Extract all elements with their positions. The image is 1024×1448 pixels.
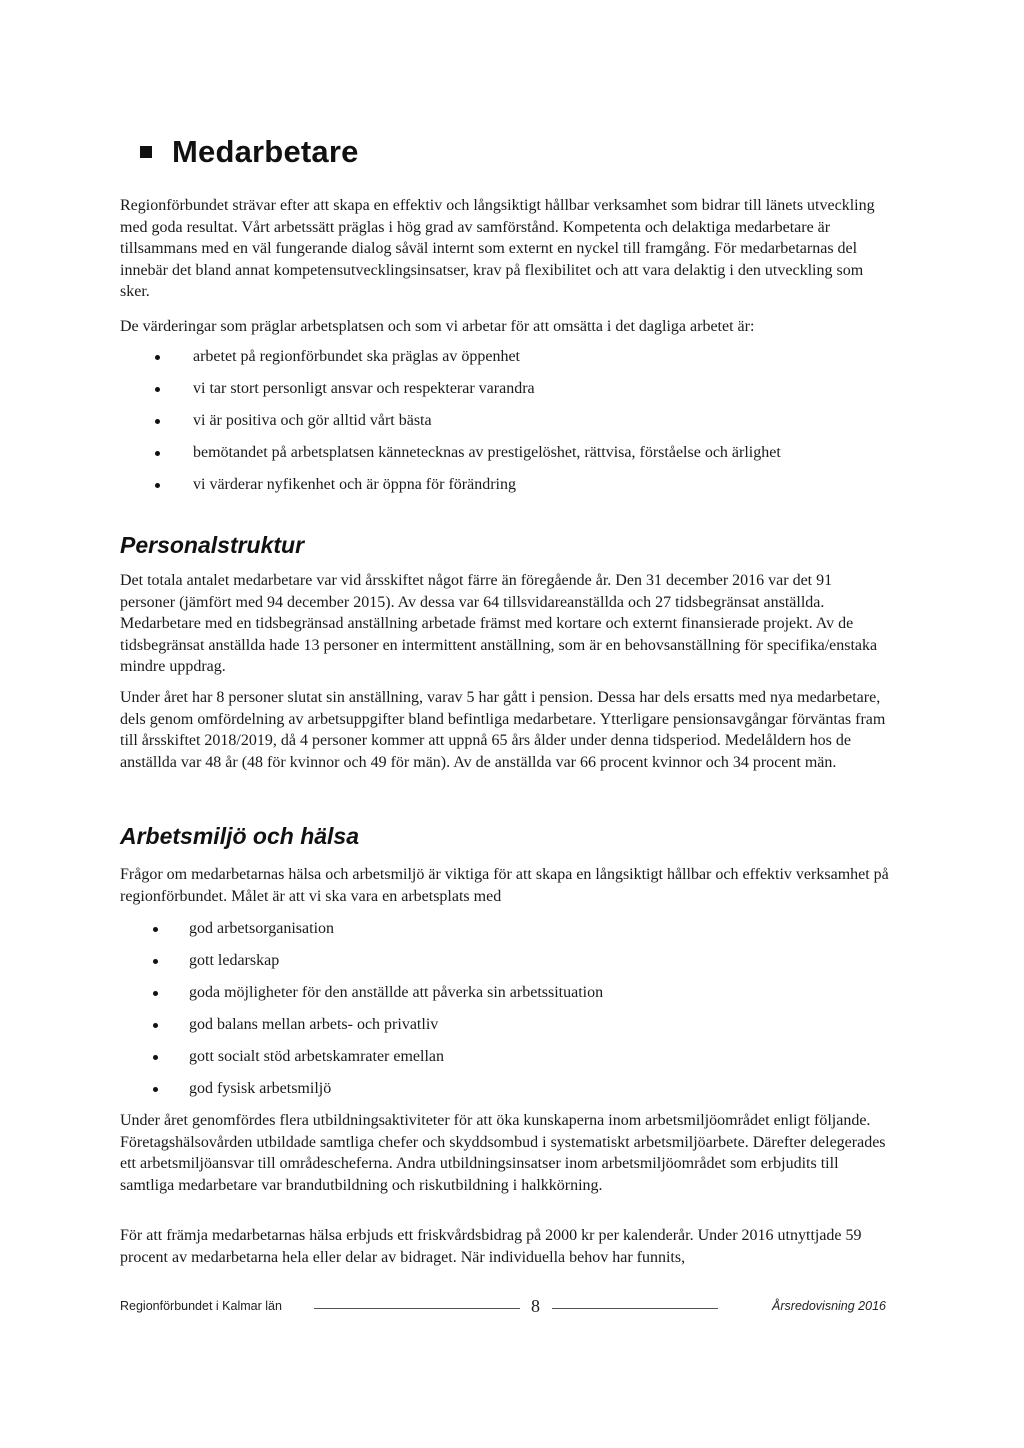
footer-divider-right — [552, 1308, 718, 1309]
document-page: Medarbetare Regionförbundet strävar efter att skapa en effektiv och långsiktigt hållbar verksamhet som bidrar till länets utveckling med goda resultat. Vårt arbetssätt präglas i hög grad av samförstånd. Kompetenta och delaktiga medarbetare är tillsammans med en väl fungerande dialog såväl internt som externt en nyckel till framgång. För medarbetarnas del innebär det bland annat kompetensutvecklingsinsatser, krav på flexibilitet och att vara delaktig i den utveckling som sker. De värderingar som präglar arbetsplatsen och som vi arbetar för att omsätta i det dagliga arbetet är: arbetet på regionförbundet ska präglas av öppenhet vi tar stort personligt ansvar och respekterar varandra vi är positiva och gör alltid vårt bästa bemötandet på arbetsplatsen kännetecknas av prestigelöshet, rättvisa, förståelse och ärlighet vi värderar nyfikenhet och är öppna för förändring Personalstruktur Det totala antalet medarbetare var vid årsskiftet något färre än föregående år. Den 31 december 2016 var det 91 personer (jämfört med 94 december 2015). Av dessa var 64 tillsvidareanställda och 27 tidsbegränsat anställda. Medarbetare med en tidsbegränsad anställning arbetade främst med kortare och externt finansierade projekt. Av de tidsbegränsat anställda hade 13 personer en intermittent anställning, som är en behovsanställning för specifika/enstaka mindre uppdrag. Under året har 8 personer slutat sin anställning, varav 5 har gått i pension. Dessa har dels ersatts med nya medarbetare, dels genom omfördelning av arbetsuppgifter bland befintliga medarbetare. Ytterligare pensionsavgångar förväntas fram till årsskiftet 2018/2019, då 4 personer kommer att uppnå 65 års ålder under denna tidsperiod. Medelåldern hos de anställda var 48 år (48 för kvinnor och 49 för män). Av de anställda var 66 procent kvinnor och 34 procent män. Arbetsmiljö och hälsa Frågor om medarbetarnas hälsa och arbetsmiljö är viktiga för att skapa en långsiktigt hållbar och effektiv verksamhet på regionförbundet. Målet är att vi ska vara en arbetsplats med god arbetsorganisation gott ledarskap goda möjligheter för den anställde att påverka sin arbetssituation god balans mellan arbets- och privatliv gott socialt stöd arbetskamrater emellan god fysisk arbetsmiljö Under året genomfördes flera utbildningsaktiviteter för att öka kunskaperna inom arbetsmiljöområdet enligt följande. Företagshälsovården utbildade samtliga chefer och skyddsombud i systematiskt arbetsmiljöarbete. Därefter delegerades ett arbetsmiljöansvar till områdescheferna. Andra utbildningsinsatser inom arbetsmiljöområdet som erbjudits till samtliga medarbetare var brandutbildning och riskutbildning i halkkörning. För att främja medarbetarnas hälsa erbjuds ett friskvårdsbidrag på 2000 kr per kalenderår. Under 2016 utnyttjade 59 procent av medarbetarna hela eller delar av bidraget. När individuella behov har funnits, Regionförbundet i Kalmar län 8 Årsredovisning 2016 — [0, 0, 1024, 1448]
footer-organization: Regionförbundet i Kalmar län — [120, 1299, 282, 1313]
bullet-icon — [155, 483, 160, 488]
page-footer — [120, 1296, 886, 1320]
bullet-icon — [155, 387, 160, 392]
section-heading — [140, 134, 359, 170]
bullet-icon — [153, 1055, 158, 1060]
section-heading-text: Medarbetare — [172, 134, 359, 169]
bullet-icon — [155, 419, 160, 424]
bullet-icon — [153, 991, 158, 996]
footer-divider-left — [314, 1308, 520, 1309]
personalstruktur-paragraph-2: Under året har 8 personer slutat sin anställning, varav 5 har gått i pension. Dessa har dels ersatts med nya medarbetare, dels genom omfördelning av arbetsuppgifter bland befintliga medarbetare. Ytterligare pensionsavgångar förväntas fram till årsskiftet 2018/2019, då 4 personer kommer att uppnå 65 års ålder under denna tidsperiod. Medelåldern hos de anställda var 48 år (48 för kvinnor och 49 för män). Av de anställda var 66 procent kvinnor och 34 procent män. — [120, 689, 886, 771]
footer-page-number: 8 — [531, 1296, 540, 1316]
intro-paragraph: Regionförbundet strävar efter att skapa en effektiv och långsiktigt hållbar verksamhet som bidrar till länets utveckling med goda resultat. Vårt arbetssätt präglas i hög grad av samförstånd. Kompetenta och delaktiga medarbetare är tillsammans med en väl fungerande dialog såväl internt som externt en nyckel till framgång. För medarbetarnas del innebär det bland annat kompetensutvecklingsinsatser, krav på flexibilitet och att vara delaktig i den utveckling som sker. — [120, 197, 875, 300]
arbetsmiljo-paragraph-3: För att främja medarbetarnas hälsa erbjuds ett friskvårdsbidrag på 2000 kr per kalenderår. Under 2016 utnyttjade 59 procent av medarbetarna hela eller delar av bidraget. När individuella behov har funnits, — [120, 1227, 862, 1266]
arbetsmiljo-heading: Arbetsmiljö och hälsa — [120, 823, 360, 849]
values-intro-paragraph: De värderingar som präglar arbetsplatsen och som vi arbetar för att omsätta i det dagliga arbetet är: — [120, 318, 755, 335]
footer-report-title: Årsredovisning 2016 — [772, 1299, 886, 1313]
personalstruktur-heading: Personalstruktur — [120, 532, 305, 558]
bullet-icon — [153, 1023, 158, 1028]
bullet-icon — [155, 355, 160, 360]
bullet-icon — [153, 959, 158, 964]
bullet-icon — [155, 451, 160, 456]
bullet-icon — [153, 927, 158, 932]
arbetsmiljo-paragraph-2: Under året genomfördes flera utbildningsaktiviteter för att öka kunskaperna inom arbetsmiljöområdet enligt följande. Företagshälsovården utbildade samtliga chefer och skyddsombud i systematiskt arbetsmiljöarbete. Därefter delegerades ett arbetsmiljöansvar till områdescheferna. Andra utbildningsinsatser inom arbetsmiljöområdet som erbjudits till samtliga medarbetare var brandutbildning och riskutbildning i halkkörning. — [120, 1112, 886, 1194]
square-bullet-icon — [140, 146, 152, 158]
arbetsmiljo-paragraph-1: Frågor om medarbetarnas hälsa och arbetsmiljö är viktiga för att skapa en långsiktigt hållbar och effektiv verksamhet på regionförbundet. Målet är att vi ska vara en arbetsplats med — [120, 866, 889, 905]
personalstruktur-paragraph-1: Det totala antalet medarbetare var vid årsskiftet något färre än föregående år. Den 31 december 2016 var det 91 personer (jämfört med 94 december 2015). Av dessa var 64 tillsvidareanställda och 27 tidsbegränsat anställda. Medarbetare med en tidsbegränsad anställning arbetade främst med kortare och externt finansierade projekt. Av de tidsbegränsat anställda hade 13 personer en intermittent anställning, som är en behovsanställning för specifika/enstaka mindre uppdrag. — [120, 572, 878, 675]
bullet-icon — [153, 1087, 158, 1092]
